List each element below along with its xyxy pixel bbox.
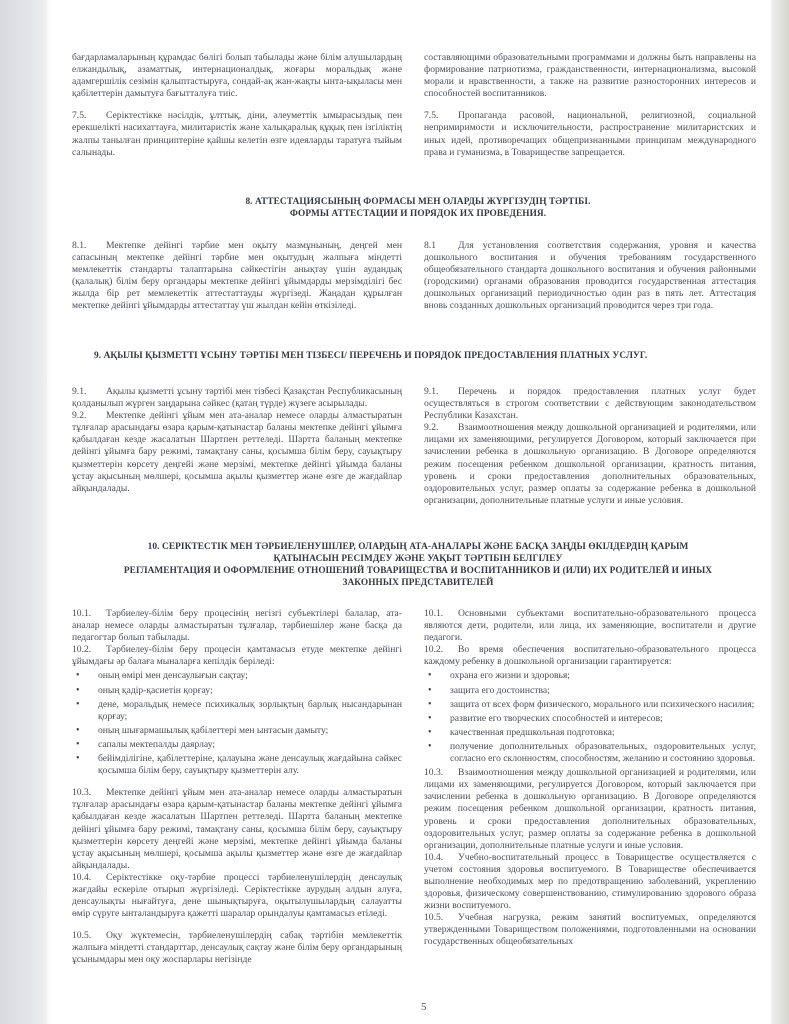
paragraph-7-5 [424, 110, 756, 158]
clause-number: 10.1. [424, 608, 444, 619]
clause-text: Тәрбиелеу-білім беру процесінің негізгі субъектілері балалар, ата-аналар немесе оларды алмастыратын тұлғалар, тәрбиешілер және басқа да педагогтар болып табылады. [72, 608, 402, 644]
list-item: • качественная предшкольная подготовка; [424, 727, 756, 739]
clause-text: Учебная нагрузка, режим занятий воспитуемых, определяются утвержденными Товариществом положениями, подготовленными на основании государственных общеобязательных [424, 912, 756, 948]
paragraph-10-3 [424, 767, 756, 852]
clause-text: Взаимоотношения между дошкольной организацией и родителями, или лицами их заменяющими, регулируется Договором, который заключается при зачислении ребенка в дошкольную организацию. В Договоре определяются режим посещения ребенком дошкольной организации, кратность питания, уровень и сроки предоставления дополнительных образовательных, оздоровительных услуг, размер оплаты за содержание ребенка в дошкольной организации, дополнительные платные услуги и иные условия. [424, 422, 756, 506]
clause-number: 10.1. [72, 608, 92, 619]
heading-russian-line-2: ЗАКОННЫХ ПРЕДСТАВИТЕЛЕЙ [342, 578, 494, 588]
section-10-kazakh [72, 608, 402, 967]
paragraph-10-3 [72, 787, 402, 872]
section-8-heading [72, 196, 764, 220]
clause-text: Во время обеспечения воспитательно-образовательного процесса каждому ребенку в дошкольной организации гарантируется: [424, 644, 756, 668]
clause-text: Тәрбиелеу-білім беру процесін қамтамасыз етуде мектепке дейінгі ұйымдағы әр балаға мыналарға кепілдік беріледі: [72, 644, 402, 668]
clause-number: 9.2. [72, 410, 87, 422]
clause-text: Ақылы қызметті ұсыну тәртібі мен тізбесі Қазақстан Республикасының қолданылып жүрген заңдарына сәйкес (қатаң түрде) жүзеге асырылады. [72, 386, 402, 410]
clause-number: 8.1 [424, 240, 436, 251]
section-8-kazakh [72, 240, 402, 313]
paragraph-8-1 [424, 240, 756, 313]
clause-number: 9.2. [424, 422, 439, 434]
heading-kazakh: 8. АТТЕСТАЦИЯСЫНЫҢ ФОРМАСЫ МЕН ОЛАРДЫ ЖҮРГІЗУДІҢ ТӘРТІБІ. [245, 197, 591, 207]
clause-text: Мектепке дейінгі тәрбие мен оқыту мазмұнының, деңгей мен сапасының мектепке дейінгі тәрбие мен оқытудың жалпыға міндетті мемлекеттік стандарты талаптарына сәйкестігін анықтау үшін аудандық (қалалық) білім беру органдары мектепке дейінгі ұйымдарды мерзімділігі бес жылда бір рет мемлекеттік аттестаттауды жүргізеді. Жаңадан құрылған мектепке дейінгі ұйымдарды аттестаттау үш жылдан кейін өткізіледі. [72, 240, 402, 312]
list-item: • получение дополнительных образовательных, оздоровительных услуг, согласно его склонностям, способностям, желанию и состоянию здоровья. [424, 741, 756, 765]
list-item: • развитие его творческих способностей и интересов; [424, 713, 756, 725]
clause-number: 10.4. [424, 851, 444, 863]
clause-text: Серіктестікке оқу-тәрбие процессі тәрбиеленушілердің денсаулық жағдайы ескеріле отырып жүргізіледі. Серіктестікке аурудың алдын алуға, денсаулықты нығайтуға, дене шынықтыруға, оқытылушылардың салауатты өмір сүруге ынталандыруға қажетті шаралар орындалуы қамтамасыз етіледі. [72, 871, 402, 920]
clause-number: 10.3. [424, 767, 444, 779]
clause-number: 10.5. [424, 912, 444, 924]
paragraph-10-5 [72, 930, 402, 966]
paragraph-9-2 [72, 410, 402, 495]
clause-number: 10.4. [72, 871, 92, 883]
paragraph-7-5 [72, 110, 402, 158]
clause-number: 9.1. [72, 386, 87, 397]
clause-number: 7.5. [72, 110, 87, 122]
clause-number: 10.3. [72, 787, 92, 799]
section-7-kazakh [72, 52, 402, 159]
paragraph-10-1 [424, 608, 756, 644]
page-number: 5 [421, 1001, 427, 1013]
list-item: • оның шығармашылық қабілеттері мен ынтасын дамыту; [72, 725, 402, 737]
heading-russian-line-1: РЕГЛАМЕНТАЦИЯ И ОФОРМЛЕНИЕ ОТНОШЕНИЙ ТОВАРИЩЕСТВА И ВОСПИТАННИКОВ И (ИЛИ) ИХ РОДИТЕЛЕЙ И ИНЫХ [123, 566, 713, 576]
list-item: • дене, моральдық немесе психикалық зорлықтың барлық нысандарынан қорғау; [72, 699, 402, 723]
scan-right-edge [771, 0, 789, 1024]
clause-number: 8.1. [72, 240, 87, 251]
paragraph-9-1 [72, 386, 402, 410]
clause-number: 10.2. [424, 644, 444, 656]
list-item: • защита от всех форм физического, морального или психического насилия; [424, 699, 756, 711]
section-7-russian [424, 52, 756, 159]
section-10-russian [424, 608, 756, 949]
list-item: • бейімділігіне, қабілеттеріне, қалауына және денсаулық жағдайына сәйкес қосымша білім беру, сауықтыру қызметтерін алу. [72, 753, 402, 777]
paragraph-10-2 [72, 644, 402, 668]
paragraph-10-4 [424, 852, 756, 912]
paragraph-10-1 [72, 608, 402, 644]
guarantee-list-kazakh [72, 670, 402, 777]
heading-kazakh-line-1: 10. СЕРІКТЕСТІК МЕН ТӘРБИЕЛЕНУШІЛЕР, ОЛАРДЫҢ АТА-АНАЛАРЫ ЖӘНЕ БАСҚА ЗАҢДЫ ӨКІЛДЕРДІҢ ҚАРЫМ [147, 542, 689, 552]
section-8-russian [424, 240, 756, 313]
paragraph-10-5 [424, 912, 756, 948]
list-item: • оның өмірі мен денсаулығын сақтау; [72, 670, 402, 682]
paragraph: составляющими образовательными программами и должны быть направлены на формирование патриотизма, гражданственности, интернационализма, высокой морали и нравственности, а также на развитие разносторонних интересов и способностей воспитанников. [424, 52, 756, 100]
document-page [72, 0, 764, 1024]
clause-text: Пропаганда расовой, национальной, религиозной, социальной непримиримости и исключительности, распространение милитаристских и иных идей, противоречащих общепризнанными принципам международного права и гуманизма, в Товариществе запрещается. [424, 110, 756, 158]
list-item: • защита его достоинства; [424, 685, 756, 697]
clause-number: 10.2. [72, 644, 92, 656]
paragraph-10-4 [72, 872, 402, 920]
section-9-kazakh [72, 386, 402, 495]
clause-text: Мектепке дейінгі ұйым мен ата-аналар немесе оларды алмастыратын тұлғалар арасындағы өзара қарым-қатынастар баланы мектепке дейінгі ұйымға қабылдаған кезде жасалатын Шартпен реттеледі. Шартта баланың мектепке дейінгі ұйымға бару режимі, тамақтану саны, қосымша білім беру, сауықтыру қызметтерін көрсету деңгейі және мерзімі, мектепке дейінгі ұйымда баланы ұстау ақысының мөлшері, қосымша ақылы қызметтер және өзге де жағдайлар айқындалады. [72, 410, 402, 494]
section-9-heading: 9. АҚЫЛЫ ҚЫЗМЕТТІ ҰСЫНУ ТӘРТІБІ МЕН ТІЗБЕСІ/ ПЕРЕЧЕНЬ И ПОРЯДОК ПРЕДОСТАВЛЕНИЯ ПЛАТНЫХ УСЛУГ. [94, 351, 648, 361]
clause-text: Взаимоотношения между дошкольной организацией и родителями, или лицами их заменяющими, регулируется Договором, который заключается при зачислении ребенка в дошкольную организацию. В Договоре определяются режим посещения ребенком дошкольной организации, кратность питания, уровень и сроки предоставления дополнительных образовательных, оздоровительных услуг, размер оплаты за содержание ребенка в дошкольной организации, дополнительные платные услуги и иные условия. [424, 767, 756, 851]
paragraph-8-1 [72, 240, 402, 313]
list-item: • оның қадір-қасиетін қорғау; [72, 685, 402, 697]
clause-text: Основными субъектами воспитательно-образовательного процесса являются дети, родители, или лица, их заменяющие, воспитатели и другие педагоги. [424, 608, 756, 644]
section-9-russian [424, 386, 756, 507]
paragraph: бағдарламаларының құрамдас бөлігі болып табылады және білім алушылардың елжандылық, азаматтық, интернационалдық, жоғары моральдық және адамгершілік сезімін қалыптастыруға, сондай-ақ жан-жақты ынта-ықыласы мен қабілеттерін дамытуға бағытталуға тиіс. [72, 52, 402, 100]
list-item: • охрана его жизни и здоровья; [424, 670, 756, 682]
paragraph-9-1 [424, 386, 756, 422]
guarantee-list-russian [424, 670, 756, 765]
clause-number: 7.5. [424, 110, 439, 122]
clause-text: Для установления соответствия содержания, уровня и качества дошкольного воспитания и обучения требованиям государственного общеобязательного стандарта дошкольного воспитания и обучения районными (городскими) органами образования проводится государственная аттестация дошкольных организаций периодичностью один раз в пять лет. Аттестация вновь созданных дошкольных организаций проводится через три года. [424, 240, 756, 312]
clause-text: Оқу жүктемесін, тәрбиеленушілердің сабақ тәртібін мемлекеттік жалпыға міндетті стандарттар, денсаулық сақтау және білім беру органдарының ұсынымдары мен оқу жоспарлары негізінде [72, 930, 402, 966]
section-10-heading [72, 541, 764, 589]
list-item: • сапалы мектепалды даярлау; [72, 739, 402, 751]
scan-left-edge [0, 0, 50, 1024]
clause-text: Серіктестікке нәсілдік, ұлттық, діни, әлеуметтік ымырасыздық пен ерекшелікті насихаттауға, милитаристік және халықаралық құқық пен ізгіліктің жалпы танылған принциптеріне қайшы келетін өзге идеяларды таратуға тыйым салынады. [72, 110, 402, 158]
clause-text: Перечень и порядок предоставления платных услуг будет осуществляться в строгом соответствии с действующим законодательством Республики Казахстан. [424, 386, 756, 422]
paragraph-9-2 [424, 422, 756, 507]
paragraph-10-2 [424, 644, 756, 668]
clause-text: Мектепке дейінгі ұйым мен ата-аналар немесе оларды алмастыратын тұлғалар арасындағы өзара қарым-қатынастар баланы мектепке дейінгі ұйымға қабылдаған кезде жасалатын Шартпен реттеледі. Шартта баланың мектепке дейінгі ұйымға бару режимі, тамақтану саны, қосымша білім беру, сауықтыру қызметтерін көрсету деңгейі және мерзімі, мектепке дейінгі ұйымда баланы ұстау ақысының мөлшері, қосымша ақылы қызметтер және өзге де жағдайлар айқындалады. [72, 787, 402, 871]
heading-russian: ФОРМЫ АТТЕСТАЦИИ И ПОРЯДОК ИХ ПРОВЕДЕНИЯ. [289, 209, 547, 219]
clause-number: 10.5. [72, 930, 92, 942]
heading-kazakh-line-2: ҚАТЫНАСЫН РЕСІМДЕУ ЖӘНЕ УАҚЫТ ТӘРТІБІН БЕЛГІЛЕУ [273, 554, 563, 564]
clause-number: 9.1. [424, 386, 439, 397]
clause-text: Учебно-воспитательный процесс в Товариществе осуществляется с учетом состояния здоровья воспитуемого. В Товариществе обеспечивается выполнение необходимых мер по предотвращению заболеваний, укреплению здоровья, физическому совершенствованию, стимулированию здорового образа жизни воспитуемого. [424, 851, 756, 912]
